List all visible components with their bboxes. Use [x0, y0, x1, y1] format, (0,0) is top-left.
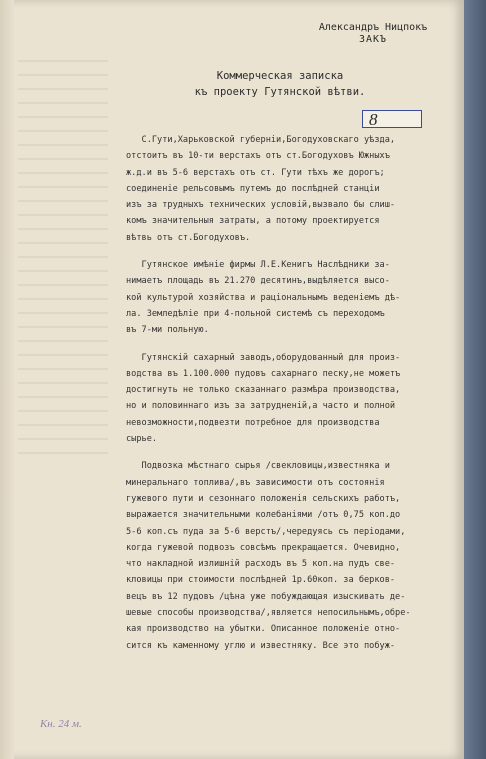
text-line: минеральнаго топлива/,въ зависимости отъ состоянія — [126, 477, 385, 488]
paragraph — [126, 132, 458, 246]
text-line: сится къ каменному углю и известняку. Все это побуж- — [126, 640, 396, 651]
text-line: гужевого пути и сезоннаго положенія сельскихъ работъ, — [126, 493, 401, 504]
text-line: въ 7-ми польную. — [126, 325, 209, 336]
text-line: С.Гути,Харьковской губерніи,Богодуховскаго уѣзда, — [126, 135, 396, 145]
text-line: кловицы при стоимости послѣдней 1р.60коп. за берков- — [126, 575, 396, 586]
text-line: отстоитъ въ 10-ти верстахъ отъ ст.Богодуховъ Южныхъ — [126, 151, 390, 162]
paragraph — [126, 458, 458, 654]
text-line: невозможности,подвезти потребное для производства — [126, 417, 380, 428]
text-line: кая производство на убытки. Описанное положеніе отно- — [126, 624, 401, 635]
text-line: водства въ 1.100.000 пудовъ сахарнаго песку,не можетъ — [126, 368, 401, 379]
title-line-1: Коммерческая записка — [216, 70, 344, 82]
text-line: когда гужевой подвозъ совсѣмъ прекращается. Очевидно, — [126, 542, 401, 553]
text-line: Гутянское имѣніе фирмы Л.Е.Кенигъ Наслѣдники за- — [126, 260, 390, 271]
text-line: комъ значительныя затраты, а потому проектируется — [126, 216, 380, 227]
text-line: соединеніе рельсовымъ путемъ до послѣдней станціи — [126, 183, 380, 194]
paragraph — [126, 350, 458, 448]
scan-background-edge — [464, 0, 486, 759]
text-line: ла. Земледѣліе при 4-польной системѣ съ переходомъ — [126, 308, 385, 319]
body-text — [126, 132, 458, 665]
handwritten-signature: Кн. 24 м. — [40, 718, 82, 730]
stamp-zak: ЗАКЪ — [358, 34, 388, 45]
text-line: вецъ въ 12 пудовъ /цѣна уже побуждающая изыскивать де- — [126, 591, 406, 602]
text-line: вѣтвь отъ ст.Богодуховъ. — [126, 232, 251, 243]
paragraph — [126, 257, 458, 338]
text-line: но и половиннаго изъ за затрудненій,а часто и полной — [126, 401, 396, 412]
text-line: ж.д.и въ 5-6 верстахъ отъ ст. Гути тѣхъ же дорогъ; — [126, 167, 385, 178]
archive-stamp — [318, 22, 428, 46]
bleed-through-texture — [18, 60, 108, 460]
text-line: кой культурой хозяйства и раціональнымъ веденіемъ дѣ- — [126, 292, 401, 303]
document-title — [150, 68, 410, 100]
text-line: что накладной излишній расходъ въ 5 коп.на пудъ све- — [126, 559, 396, 570]
text-line: 5-6 коп.съ пуда за 5-6 верстъ/,чередуясь съ періодами, — [126, 526, 406, 537]
text-line: выражается значительными колебаніями /отъ 0,75 коп.до — [126, 510, 401, 521]
page-number-box: 8 — [362, 110, 422, 128]
text-line: Гутянскій сахарный заводъ,оборудованный для произ- — [126, 352, 401, 363]
text-line: Подвозка мѣстнаго сырья /свекловицы,известняка и — [126, 461, 390, 472]
text-line: нимаетъ площадь въ 21.270 десятинъ,выдѣляется высо- — [126, 276, 390, 287]
page-fold-shadow — [0, 0, 14, 759]
text-line: достигнуть не только сказаннаго размѣра производства, — [126, 385, 401, 396]
text-line: изъ за трудныхъ технических условій,вызвало бы слиш- — [126, 200, 396, 211]
stamp-name: Александръ Ницпокъ — [318, 22, 428, 33]
text-line: шевые способы производства/,является непосильнымъ,обре- — [126, 608, 411, 619]
title-line-2: къ проекту Гутянской вѣтви. — [194, 86, 366, 98]
text-line: сырье. — [126, 434, 158, 445]
